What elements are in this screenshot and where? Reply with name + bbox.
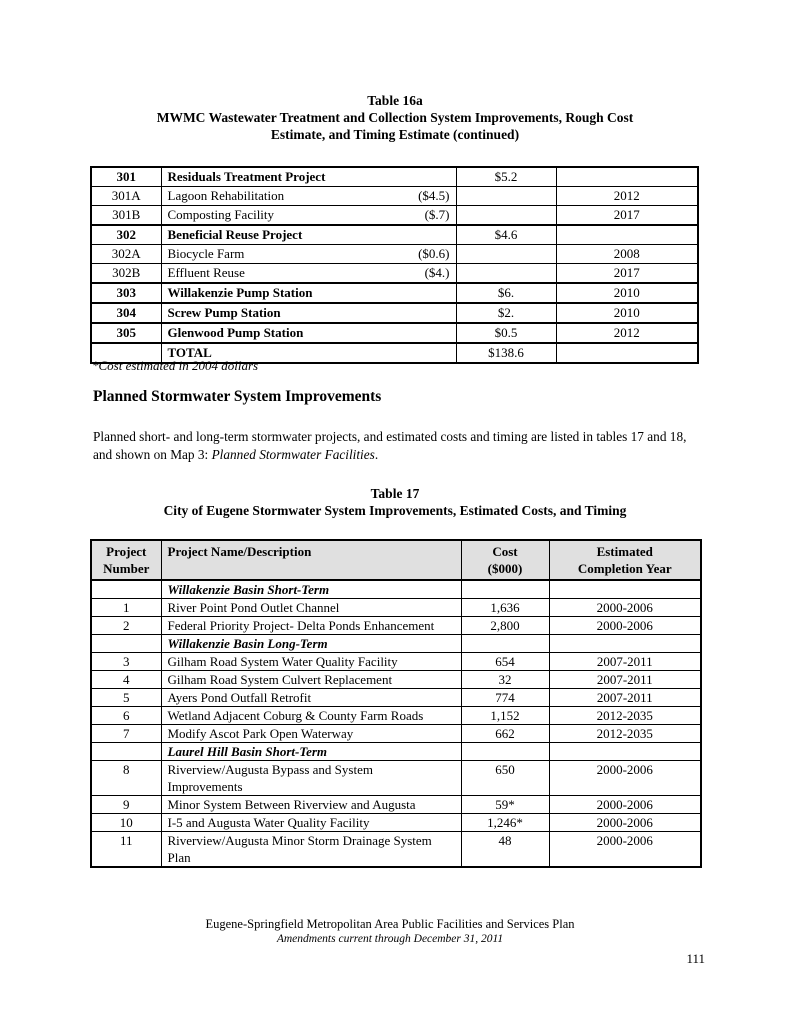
project-name: Biocycle Farm (167, 246, 245, 261)
year-cell: 2010 (556, 283, 698, 303)
page-footer (85, 916, 695, 947)
table-17-header (91, 540, 701, 580)
project-number-cell: 302B (91, 264, 161, 284)
project-name: Screw Pump Station (167, 305, 281, 320)
project-number-cell: 301B (91, 206, 161, 226)
year-cell: 2007-2011 (549, 653, 701, 671)
footer-amendments-note: Amendments current through December 31, 2011 (276, 933, 504, 945)
sub-project-cost: ($4.) (424, 265, 450, 280)
basin-section-row (91, 580, 701, 599)
project-number-cell: 11 (91, 832, 161, 868)
year-cell: 2010 (556, 303, 698, 323)
project-name-cell: Willakenzie Basin Long-Term (161, 635, 461, 653)
year-cell (549, 580, 701, 599)
project-name-cell (161, 283, 456, 303)
table-row (91, 814, 701, 832)
table-17-body (91, 580, 701, 867)
table-17-title (95, 485, 695, 519)
cost-cell: $5.2 (456, 167, 556, 187)
project-number-cell: 301A (91, 187, 161, 206)
table-16a-title-line1: Table 16a (367, 93, 423, 108)
table-row (91, 187, 698, 206)
table-row (91, 264, 698, 284)
year-cell: 2000-2006 (549, 832, 701, 868)
project-name: Effluent Reuse (167, 265, 245, 280)
project-name-cell (161, 187, 456, 206)
table-row (91, 832, 701, 868)
project-number-cell: 301 (91, 167, 161, 187)
cost-cell (461, 635, 549, 653)
table-row (91, 617, 701, 635)
project-name-cell: Gilham Road System Water Quality Facility (161, 653, 461, 671)
table-16a-title-line2: MWMC Wastewater Treatment and Collection System Improvements, Rough Cost (156, 110, 634, 125)
cost-cell (456, 187, 556, 206)
project-name: Residuals Treatment Project (167, 169, 326, 184)
intro-paragraph-text: Planned short- and long-term stormwater projects, and estimated costs and timing are listed in tables 17 and 18, and shown on Map 3: (93, 429, 687, 462)
cost-cell: $138.6 (456, 343, 556, 363)
header-project-number-line2: Number (103, 561, 150, 576)
project-name-cell: Laurel Hill Basin Short-Term (161, 743, 461, 761)
table-row (91, 167, 698, 187)
project-name-cell (161, 167, 456, 187)
header-cost-line2: ($000) (487, 561, 523, 576)
year-cell: 2017 (556, 264, 698, 284)
cost-cell (456, 245, 556, 264)
project-name-cell (161, 303, 456, 323)
project-number-cell: 7 (91, 725, 161, 743)
table-row (91, 796, 701, 814)
table-row (91, 206, 698, 226)
year-cell: 2000-2006 (549, 617, 701, 635)
year-cell: 2000-2006 (549, 796, 701, 814)
table-row (91, 761, 701, 796)
project-name-cell (161, 323, 456, 343)
basin-section-row (91, 635, 701, 653)
table-row (91, 599, 701, 617)
header-completion-year-line1: Estimated (596, 544, 653, 559)
section-heading: Planned Stormwater System Improvements (93, 388, 382, 405)
table-16a-title-line3: Estimate, and Timing Estimate (continued) (270, 127, 520, 142)
project-number-cell: 302 (91, 225, 161, 245)
project-name: Glenwood Pump Station (167, 325, 304, 340)
table-row (91, 323, 698, 343)
sub-project-cost: ($.7) (424, 207, 450, 222)
cost-cell: 32 (461, 671, 549, 689)
year-cell: 2017 (556, 206, 698, 226)
header-cost-line1: Cost (492, 544, 518, 559)
table-row (91, 225, 698, 245)
project-number-cell: 5 (91, 689, 161, 707)
table-row (91, 283, 698, 303)
cost-cell: $2. (456, 303, 556, 323)
project-name: Composting Facility (167, 207, 275, 222)
year-cell: 2000-2006 (549, 814, 701, 832)
page-number: 111 (686, 951, 705, 966)
cost-cell: 654 (461, 653, 549, 671)
intro-paragraph-period: . (374, 446, 379, 462)
cost-cell: 774 (461, 689, 549, 707)
year-cell: 2007-2011 (549, 671, 701, 689)
project-number-cell (91, 635, 161, 653)
table-17-header-row (91, 540, 701, 580)
project-name-cell: Willakenzie Basin Short-Term (161, 580, 461, 599)
year-cell (549, 635, 701, 653)
project-name-cell: Modify Ascot Park Open Waterway (161, 725, 461, 743)
project-number-cell (91, 743, 161, 761)
project-number-cell: 304 (91, 303, 161, 323)
table-row (91, 303, 698, 323)
project-name: Beneficial Reuse Project (167, 227, 303, 242)
project-name-cell (161, 206, 456, 226)
header-project-name: Project Name/Description (161, 540, 461, 580)
project-name-cell: Gilham Road System Culvert Replacement (161, 671, 461, 689)
year-cell: 2012-2035 (549, 725, 701, 743)
year-cell (556, 343, 698, 363)
sub-project-cost: ($0.6) (418, 246, 450, 261)
cost-cell: 1,636 (461, 599, 549, 617)
cost-cell (456, 264, 556, 284)
year-cell: 2008 (556, 245, 698, 264)
cost-cell: 59* (461, 796, 549, 814)
year-cell: 2007-2011 (549, 689, 701, 707)
table-row (91, 671, 701, 689)
footer-plan-title: Eugene-Springfield Metropolitan Area Public Facilities and Services Plan (205, 917, 575, 931)
project-name-cell: Wetland Adjacent Coburg & County Farm Roads (161, 707, 461, 725)
table-row (91, 707, 701, 725)
cost-cell (461, 743, 549, 761)
table-16a-title (95, 92, 695, 143)
project-number-cell: 9 (91, 796, 161, 814)
table-16a-body (91, 167, 698, 363)
year-cell: 2000-2006 (549, 761, 701, 796)
project-name-cell: Minor System Between Riverview and Augusta (161, 796, 461, 814)
project-number-cell: 8 (91, 761, 161, 796)
header-cost (461, 540, 549, 580)
project-name: TOTAL (167, 345, 212, 360)
header-project-number-line1: Project (106, 544, 147, 559)
project-name-cell: River Point Pond Outlet Channel (161, 599, 461, 617)
intro-paragraph-italic: Planned Stormwater Facilities (211, 446, 375, 462)
project-name: Lagoon Rehabilitation (167, 188, 285, 203)
table-row (91, 725, 701, 743)
project-name-cell: Federal Priority Project- Delta Ponds Enhancement (161, 617, 461, 635)
year-cell: 2012 (556, 187, 698, 206)
cost-cell (456, 206, 556, 226)
project-name-cell: Riverview/Augusta Minor Storm Drainage System Plan (161, 832, 461, 868)
header-project-number (91, 540, 161, 580)
header-completion-year (549, 540, 701, 580)
year-cell (556, 225, 698, 245)
project-number-cell: 6 (91, 707, 161, 725)
year-cell (556, 167, 698, 187)
project-name-cell (161, 245, 456, 264)
project-number-cell: 303 (91, 283, 161, 303)
project-name: Willakenzie Pump Station (167, 285, 313, 300)
cost-cell: $4.6 (456, 225, 556, 245)
project-number-cell: 302A (91, 245, 161, 264)
table-17 (90, 539, 702, 868)
cost-cell (461, 580, 549, 599)
cost-footnote: *Cost estimated in 2004 dollars (92, 358, 259, 373)
project-number-cell: 1 (91, 599, 161, 617)
project-name-cell (161, 225, 456, 245)
cost-cell: 662 (461, 725, 549, 743)
cost-cell: $0.5 (456, 323, 556, 343)
project-number-cell (91, 580, 161, 599)
table-row (91, 653, 701, 671)
year-cell (549, 743, 701, 761)
project-number-cell: 2 (91, 617, 161, 635)
project-name-cell (161, 264, 456, 284)
project-number-cell: 4 (91, 671, 161, 689)
cost-cell: 2,800 (461, 617, 549, 635)
cost-cell: 650 (461, 761, 549, 796)
year-cell: 2000-2006 (549, 599, 701, 617)
project-number-cell: 10 (91, 814, 161, 832)
cost-cell: 1,246* (461, 814, 549, 832)
cost-cell: 48 (461, 832, 549, 868)
table-17-title-line1: Table 17 (370, 486, 420, 501)
sub-project-cost: ($4.5) (418, 188, 450, 203)
project-number-cell: 3 (91, 653, 161, 671)
project-number-cell: 305 (91, 323, 161, 343)
table-17-title-line2: City of Eugene Stormwater System Improvements, Estimated Costs, and Timing (163, 503, 627, 518)
cost-cell: 1,152 (461, 707, 549, 725)
table-row (91, 245, 698, 264)
year-cell: 2012 (556, 323, 698, 343)
year-cell: 2012-2035 (549, 707, 701, 725)
table-row (91, 689, 701, 707)
header-completion-year-line2: Completion Year (577, 561, 672, 576)
basin-section-row (91, 743, 701, 761)
project-name-cell: I-5 and Augusta Water Quality Facility (161, 814, 461, 832)
table-16a (90, 166, 699, 364)
intro-paragraph (93, 428, 708, 463)
project-name-cell: Ayers Pond Outfall Retrofit (161, 689, 461, 707)
project-name-cell: Riverview/Augusta Bypass and System Improvements (161, 761, 461, 796)
cost-cell: $6. (456, 283, 556, 303)
